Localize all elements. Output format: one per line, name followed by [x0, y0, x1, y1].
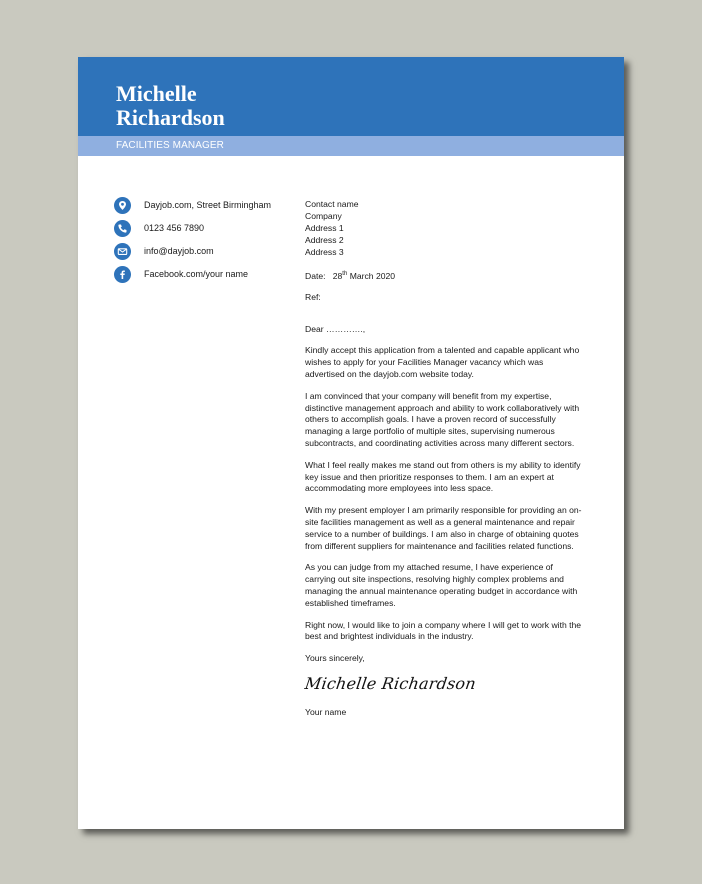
signature: Michelle Richardson	[303, 673, 478, 693]
paragraph-6: Right now, I would like to join a company where I will get to work with the best and brightest individuals in the industry.	[305, 619, 582, 642]
header-banner	[78, 57, 624, 136]
recipient-address	[305, 199, 585, 259]
recipient-address-2: Address 2	[305, 235, 344, 245]
date-day: 28	[332, 271, 343, 281]
contact-email-text: info@dayjob.com	[144, 246, 214, 256]
email-icon	[114, 243, 131, 260]
paragraph-1: Kindly accept this application from a talented and capable applicant who wishes to apply for your Facilities Manager vacancy which was advertised on the dayjob.com website today.	[305, 345, 580, 379]
closing: Yours sincerely,	[305, 653, 365, 664]
facebook-icon	[114, 266, 131, 283]
contact-facebook-text: Facebook.com/your name	[144, 269, 249, 279]
letter-date	[305, 271, 585, 283]
job-title-bar	[78, 136, 624, 156]
phone-icon	[114, 220, 131, 237]
name-line-2: Richardson	[116, 105, 225, 130]
letter-ref: Ref:	[305, 291, 321, 302]
signoff-name: Your name	[305, 706, 347, 717]
date-rest: March 2020	[349, 271, 396, 281]
salutation: Dear ………….,	[305, 323, 366, 334]
date-suffix: th	[342, 271, 348, 278]
contact-address-text: Dayjob.com, Street Birmingham	[144, 200, 272, 210]
paragraph-3: What I feel really makes me stand out from others is my ability to identify key issue and then prioritize responses to them. I am an expert at accommodating more employees into less space.	[305, 459, 581, 494]
paragraph-2: I am convinced that your company will benefit from my expertise, distinctive management approach and ability to work collaboratively with others to accomplish goals. I have a proven record of successfully managing a large portfolio of multiple sites, supervising numerous subcontracts, and coordinating activities across many different sectors.	[305, 390, 580, 448]
recipient-address-3: Address 3	[305, 247, 344, 257]
date-label: Date:	[305, 271, 326, 281]
applicant-name	[116, 82, 225, 130]
recipient-address-1: Address 1	[305, 223, 344, 233]
letter-body	[305, 199, 585, 719]
recipient-company: Company	[305, 211, 342, 221]
location-icon	[114, 197, 131, 214]
letter-page	[78, 57, 624, 829]
contact-phone-text: 0123 456 7890	[144, 223, 205, 233]
recipient-contact-name: Contact name	[305, 199, 359, 209]
name-line-1: Michelle	[116, 81, 197, 106]
paragraph-4: With my present employer I am primarily responsible for providing an on-site facilities management as well as a general maintenance and repair service to a number of buildings. I am also in charge of obtaining quotes from different suppliers for maintenance and facilities related functions.	[305, 505, 582, 551]
paragraph-5: As you can judge from my attached resume, I have experience of carrying out site inspections, resolving highly complex problems and managing the annual maintenance operating budget in accordance with established timeframes.	[305, 562, 578, 608]
job-title: FACILITIES MANAGER	[116, 140, 224, 151]
